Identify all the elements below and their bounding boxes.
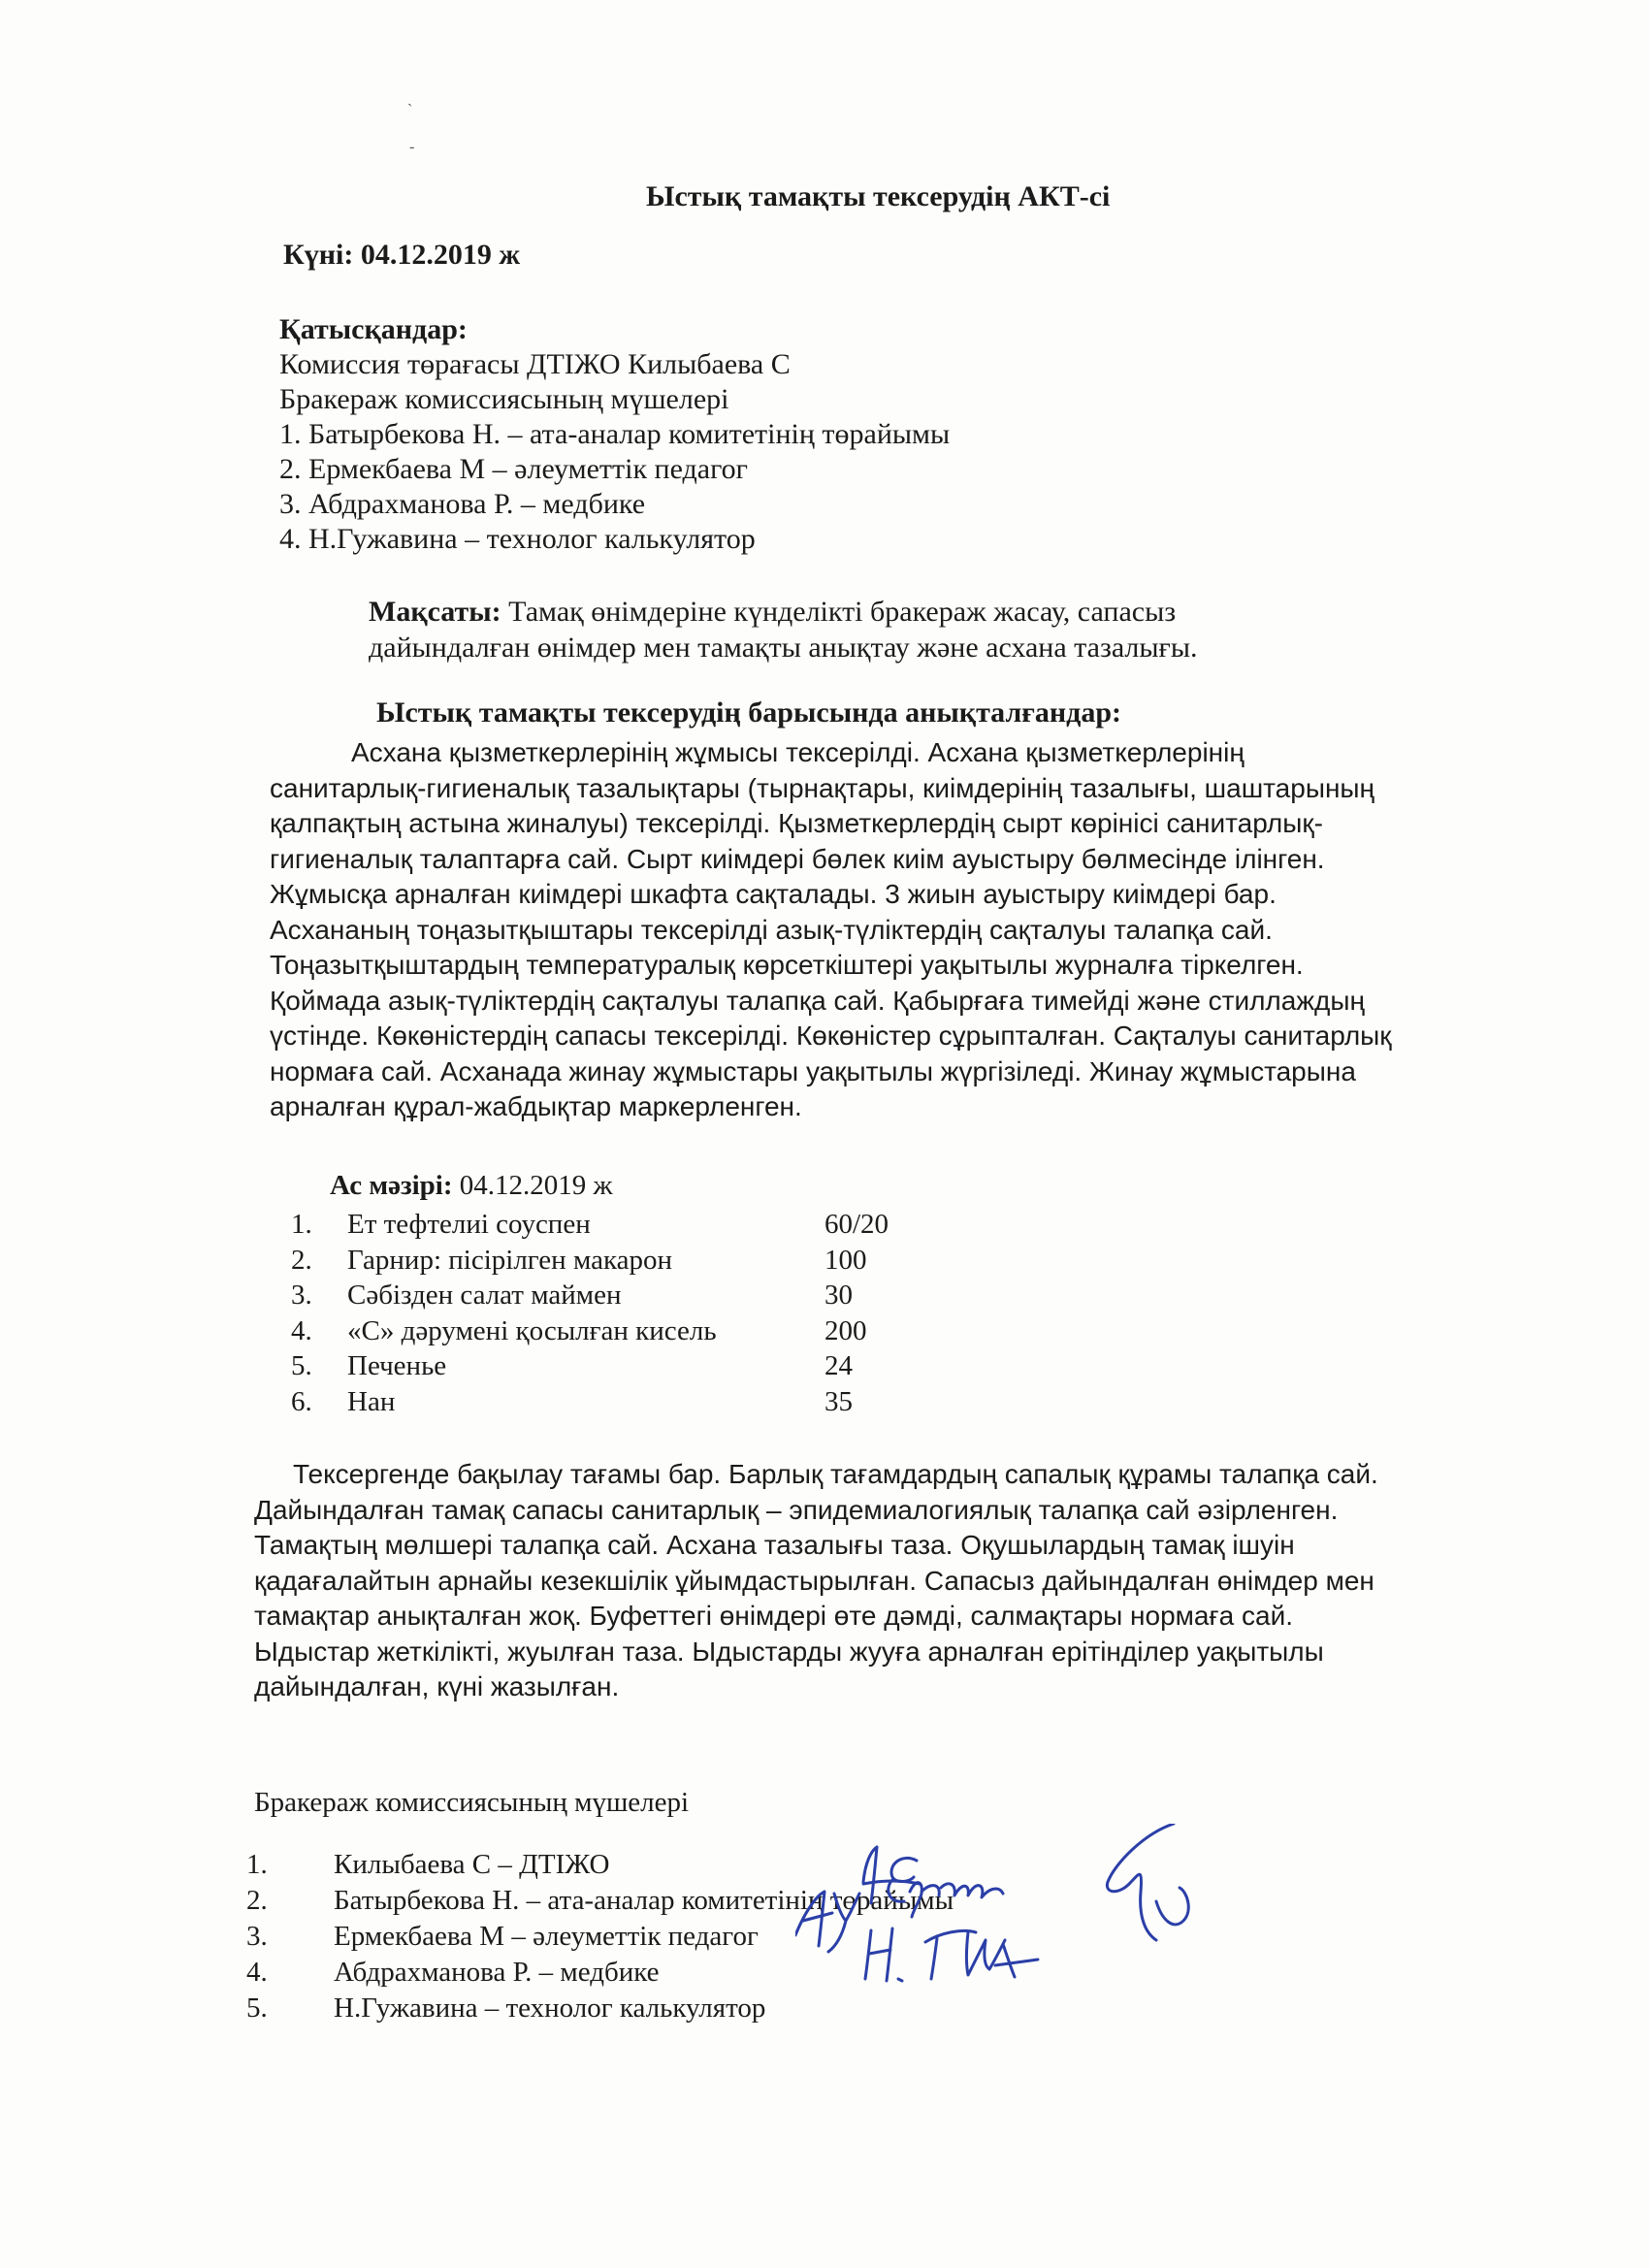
conclusion-line: Дайындалған тамақ сапасы санитарлық – эпидемиалогиялық талапқа сай әзірленген.: [254, 1494, 1339, 1525]
member-name: Батырбекова Н. – ата-аналар комитетінің төрайымы: [334, 1885, 954, 1916]
menu-item-quantity: 35: [824, 1385, 853, 1417]
signature-stroke: [795, 1892, 859, 1952]
menu-item: [291, 1350, 912, 1386]
signature-stroke: [1107, 1824, 1188, 1940]
conclusion-line: Ыдыстар жеткілікті, жуылған таза. Ыдыстарды жууға арналған ерітінділер уақытылы: [254, 1636, 1324, 1667]
document-page: ˋ - Ыстық тамақты тексерудің АКТ-сі Күні: 04.12.2019 ж Қатысқандар: Комиссия төрағасы ДТІЖО Килыбаева С Бракераж комиссиясының мүшелері 1. Батырбекова Н. – ата-аналар комитетінің төрайымы 2. Ермекбаева М – әлеуметтік педагог 3. Абдрахманова Р. – медбике 4. Н.Гужавина – технолог калькулятор Мақсаты: Тамақ өнімдеріне күнделікті бракераж жасау, сапасыз дайындалған өнімдер мен тамақты анықтау және асхана тазалығы. Ыстық тамақты тексерудің барысында анықталғандар: Асхана қызметкерлерінің жұмысы тексерілді. Асхана қызметкерлерінің санитарлық-гигиеналық тазалықтары (тырнақтары, киімдерінің тазалығы, шаштарының қалпақтың астына жиналуы) тексерілді. Қызметкерлердің сырт көрінісі санитарлық- гигиеналық талаптарға сай. Сырт киімдері бөлек киім ауыстыру бөлмесінде ілінген. Жұмысқа арналған киімдері шкафта сақталады. 3 жиын ауыстыру киімдері бар. Асхананың тоңазытқыштары тексерілді азық-түліктердің сақталуы талапқа сай. Тоңазытқыштардың температуралық көрсеткіштері уақытылы журналға тіркелген. Қоймада азық-түліктердің сақталуы талапқа сай. Қабырғаға тимейді және стиллаждың үстінде. Көкөністердің сапасы тексерілді. Көкөністер сұрыпталған. Сақталуы санитарлық нормаға сай. Асханада жинау жұмыстары уақытылы жүргізіледі. Жинау жұмыстарына арналған құрал-жабдықтар маркерленген. Ас мәзірі: 04.12.2019 ж 1. Ет тефтелиі соуспен 60/20 2. Гарнир: пісірілген макарон 100 3. Сәбізден салат маймен 30 4. «С» дәрумені қосылған кисель 200 5. Печенье 24 6. Нан 35 Тексергенде бақылау тағамы бар. Барлық тағамдардың сапалық құрамы талапқа сай. Дайындалған тамақ сапасы санитарлық – эпидемиалогиялық талапқа сай әзірленген. Тамақтың мөлшері талапқа сай. Асхана тазалығы таза. Оқушылардың тамақ ішуін қадағалайтын арнайы кезекшілік ұйымдастырылған. Сапасыз дайындалған өнімдер мен тамақтар анықталған жоқ. Буфеттегі өнімдері өте дәмді, салмақтары нормаға сай. Ыдыстар жеткілікті, жуылған таза. Ыдыстарды жууға арналған ерітінділер уақытылы дайындалған, күні жазылған. Бракераж комиссиясының мүшелері 1. Килыбаева С – ДТІЖО 2. Батырбекова Н. – ата-аналар комитетінің төрайымы 3. Ермекбаева М – әлеуметтік педагог 4. Абдрахманова Р. – медбике 5. Н.Гужавина – технолог калькулятор: [0, 0, 1649, 2268]
menu-item-name: Сәбізден салат маймен: [347, 1280, 622, 1311]
document-date: Күні: 04.12.2019 ж: [283, 239, 521, 271]
conclusion-line: дайындалған, күні жазылған.: [254, 1671, 620, 1701]
menu-item: [291, 1315, 912, 1351]
menu-item-number: 4.: [291, 1314, 312, 1346]
findings-header: Ыстық тамақты тексерудің барысында анықталғандар:: [376, 697, 1122, 729]
goal-section: [369, 594, 1198, 665]
menu-item-quantity: 200: [824, 1314, 867, 1346]
menu-item-name: Ет тефтелиі соуспен: [347, 1209, 591, 1240]
findings-line: үстінде. Көкөністердің сапасы тексерілді. Көкөністер сұрыпталған. Сақталуы санитарлық: [270, 1021, 1392, 1051]
menu-item-number: 6.: [291, 1385, 312, 1417]
menu-item-quantity: 60/20: [824, 1209, 889, 1240]
conclusion-line: Тамақтың мөлшері талапқа сай. Асхана тазалығы таза. Оқушылардың тамақ ішуін: [254, 1530, 1295, 1560]
findings-line: Асхана қызметкерлерінің жұмысы тексерілді. Асхана қызметкерлерінің: [351, 737, 1245, 767]
menu-item-quantity: 24: [824, 1350, 853, 1381]
conclusion-line: тамақтар анықталған жоқ. Буфеттегі өнімдері өте дәмді, салмақтары нормаға сай.: [254, 1601, 1294, 1631]
menu-item-name: Гарнир: пісірілген макарон: [347, 1244, 673, 1276]
participants-section: [279, 312, 950, 557]
participant-line: 3. Абдрахманова Р. – медбике: [279, 488, 646, 520]
participant-line: Бракераж комиссиясының мүшелері: [279, 383, 729, 415]
member-name: Н.Гужавина – технолог калькулятор: [334, 1993, 766, 2024]
signature-stroke: [910, 1883, 1003, 1917]
goal-text: Тамақ өнімдеріне күнделікті бракераж жасау, сапасыз: [501, 596, 1177, 628]
menu-label: Ас мәзірі:: [330, 1170, 453, 1201]
menu-item-number: 2.: [291, 1244, 312, 1276]
menu-item-quantity: 100: [824, 1244, 867, 1276]
conclusion-line: қадағалайтын арнайы кезекшілік ұйымдастырылған. Сапасыз дайындалған өнімдер мен: [254, 1565, 1374, 1596]
member-name: Абдрахманова Р. – медбике: [334, 1957, 660, 1988]
member-number: 4.: [246, 1957, 268, 1988]
member-number: 1.: [246, 1849, 268, 1880]
signature-stroke: [925, 1930, 1038, 1979]
menu-header: [330, 1170, 613, 1202]
menu-item-number: 3.: [291, 1280, 312, 1311]
menu-date: 04.12.2019 ж: [452, 1170, 613, 1201]
findings-paragraph: [270, 735, 1392, 1125]
menu-item-number: 1.: [291, 1209, 312, 1240]
member-name: Ермекбаева М – әлеуметтік педагог: [334, 1921, 759, 1952]
conclusion-paragraph: [254, 1457, 1378, 1705]
member-number: 3.: [246, 1921, 268, 1952]
menu-item-name: «С» дәрумені қосылған кисель: [347, 1314, 717, 1346]
participants-header: Қатысқандар:: [279, 313, 468, 345]
menu-item-name: Печенье: [347, 1350, 447, 1381]
findings-line: санитарлық-гигиеналық тазалықтары (тырнақтары, киімдерінің тазалығы, шаштарының: [270, 772, 1374, 803]
participant-line: 1. Батырбекова Н. – ата-аналар комитетінің төрайымы: [279, 418, 951, 450]
goal-label: Мақсаты:: [369, 596, 501, 628]
findings-line: Қоймада азық-түліктердің сақталуы талапқа сай. Қабырғаға тимейді және стиллаждың: [270, 985, 1365, 1016]
findings-line: арналған құрал-жабдықтар маркерленген.: [270, 1091, 802, 1121]
signature-stroke: [865, 1928, 902, 1981]
menu-item-name: Нан: [347, 1385, 396, 1417]
menu-item-number: 5.: [291, 1350, 312, 1381]
document-title: Ыстық тамақты тексерудің АКТ-сі: [646, 180, 1111, 212]
findings-line: гигиеналық талаптарға сай. Сырт киімдері бөлек киім ауыстыру бөлмесінде ілінген.: [270, 843, 1325, 874]
handwritten-signatures: [795, 1824, 1222, 2027]
findings-line: Тоңазытқыштардың температуралық көрсеткіштері уақытылы журналға тіркелген.: [270, 950, 1304, 980]
members-header: Бракераж комиссиясының мүшелері: [254, 1787, 690, 1818]
menu-item: [291, 1386, 912, 1422]
participant-line: Комиссия төрағасы ДТІЖО Килыбаева С: [279, 348, 791, 380]
findings-line: Жұмысқа арналған киімдері шкафта сақталады. 3 жиын ауыстыру киімдері бар.: [270, 879, 1277, 909]
conclusion-line: Тексергенде бақылау тағамы бар. Барлық тағамдардың сапалық құрамы талапқа сай.: [293, 1459, 1378, 1489]
findings-line: қалпақтың астына жиналуы) тексерілді. Қызметкерлердің сырт көрінісі санитарлық-: [270, 808, 1323, 838]
member-number: 5.: [246, 1993, 268, 2024]
participant-line: 2. Ермекбаева М – әлеуметтік педагог: [279, 453, 748, 485]
participant-line: 4. Н.Гужавина – технолог калькулятор: [279, 523, 756, 555]
member-name: Килыбаева С – ДТІЖО: [334, 1849, 610, 1880]
menu-list: [291, 1209, 912, 1421]
menu-item-quantity: 30: [824, 1280, 853, 1311]
findings-line: нормаға сай. Асханада жинау жұмыстары уақытылы жүргізіледі. Жинау жұмыстарына: [270, 1055, 1356, 1086]
goal-text-continued: дайындалған өнімдер мен тамақты анықтау және асхана тазалығы.: [369, 632, 1198, 664]
member-number: 2.: [246, 1885, 268, 1916]
menu-item: [291, 1245, 912, 1280]
findings-line: Асхананың тоңазытқыштары тексерілді азық-түліктердің сақталуы талапқа сай.: [270, 914, 1273, 945]
menu-item: [291, 1209, 912, 1245]
menu-item: [291, 1280, 912, 1315]
